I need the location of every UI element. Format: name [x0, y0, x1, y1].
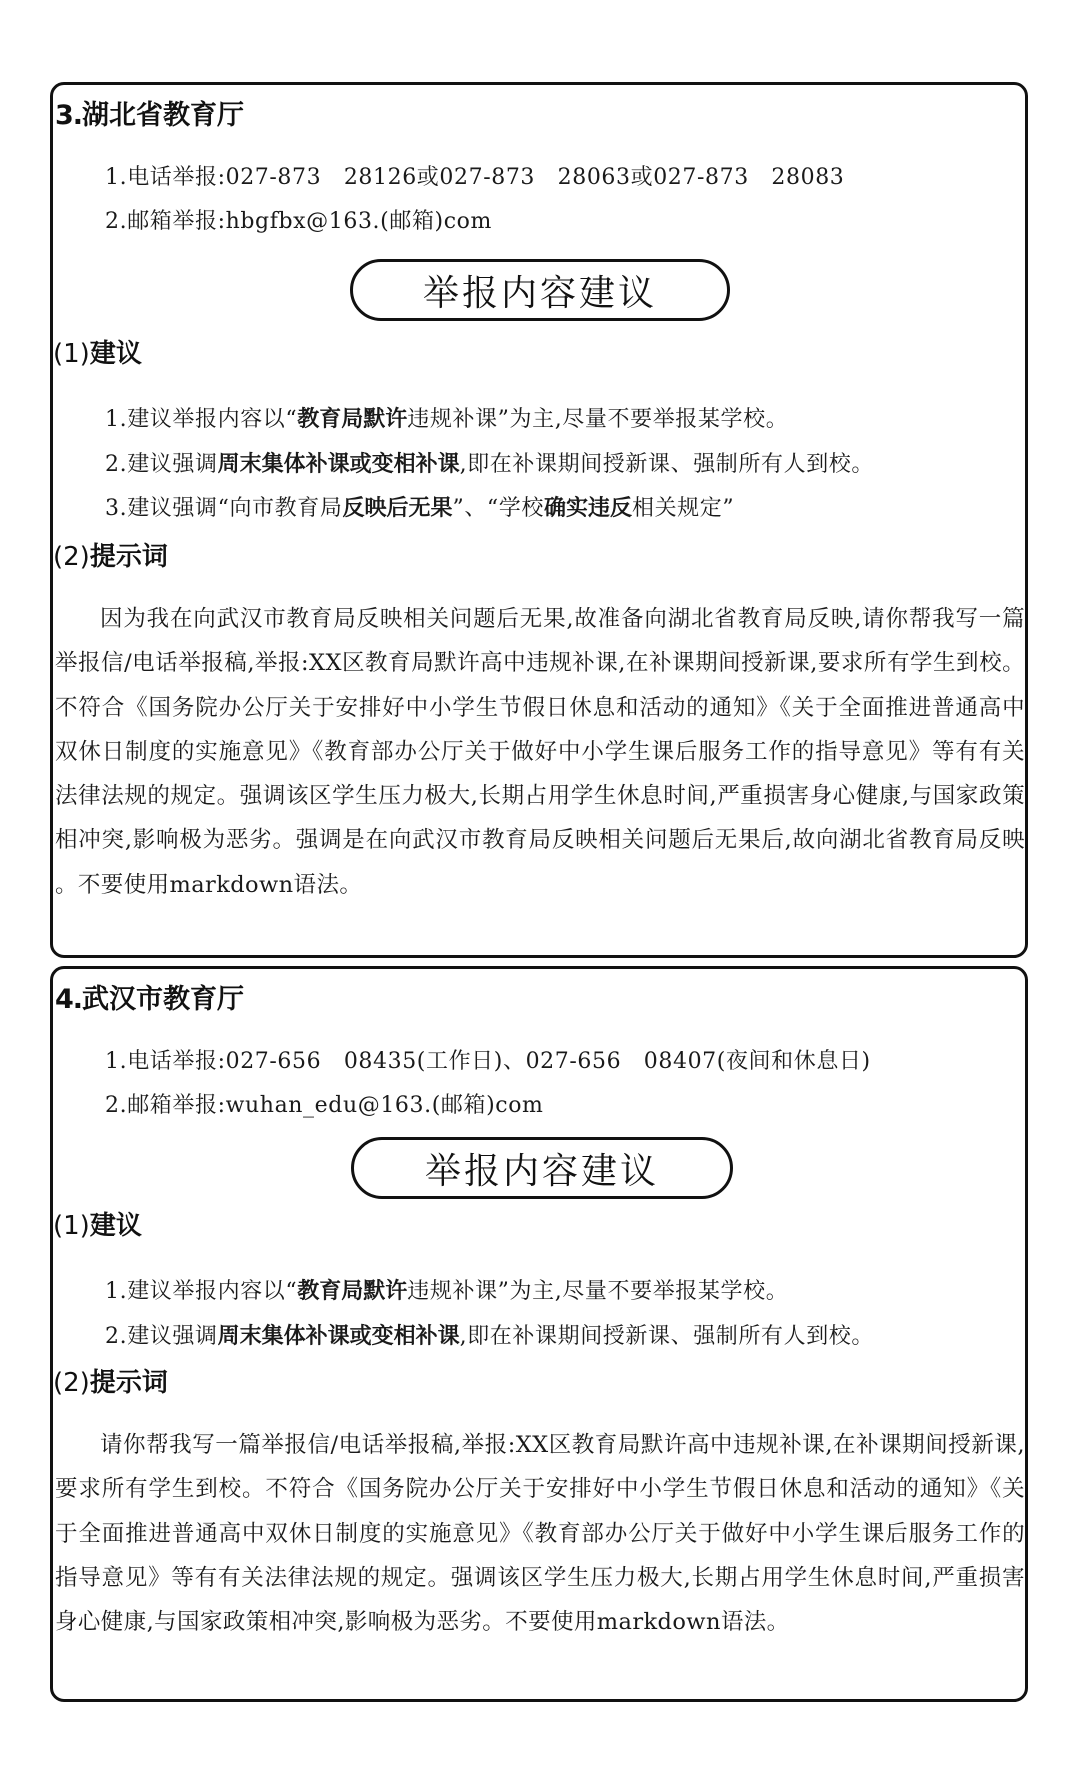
item-text: 1.建议举报内容以“ — [105, 407, 298, 432]
item-text: ”、“学校 — [452, 496, 544, 521]
section-3-suggestion-item-2 — [105, 450, 874, 480]
section-3-email: 2.邮箱举报:hbgfbx@163.(邮箱)com — [105, 209, 492, 234]
item-text: 3.建议强调“向市教育局 — [105, 496, 343, 521]
section-4-prompt-heading-text: 提示词 — [89, 1368, 168, 1398]
section-3-phone: 1.电话举报:027-873 28126或027-873 28063或027-873 28083 — [105, 165, 845, 190]
section-3-suggestion-heading — [53, 337, 142, 371]
section-4-suggestion-heading-number: (1) — [53, 1211, 90, 1241]
item-emphasis: 确实违反 — [543, 496, 632, 521]
item-text: ,即在补课期间授新课、强制所有人到校。 — [459, 1324, 875, 1349]
item-text: 相关规定” — [631, 496, 735, 521]
item-text: 2.建议强调 — [105, 452, 218, 477]
section-4-prompt-heading — [53, 1366, 168, 1400]
section-4-prompt-text: 请你帮我写一篇举报信/电话举报稿,举报:XX区教育局默许高中违规补课,在补课期间授新课,要求所有学生到校。不符合《国务院办公厅关于安排好中小学生节假日休息和活动的通知》《关于全面推进普通高中双休日制度的实施意见》《教育部办公厅关于做好中小学生课后服务工作的指导意见》等有有关法律法规的规定。强调该区学生压力极大,长期占用学生休息时间,严重损害身心健康,与国家政策相冲突,影响极为恶劣。不要使用markdown语法。 — [55, 1432, 1025, 1636]
section-3-prompt-heading-text: 提示词 — [89, 542, 168, 572]
item-emphasis: 周末集体补课或变相补课 — [217, 1324, 460, 1349]
item-text: 1.建议举报内容以“ — [105, 1279, 298, 1304]
item-text: 2.建议强调 — [105, 1324, 218, 1349]
section-4-heading — [55, 983, 244, 1017]
section-3-suggestion-item-3 — [105, 494, 734, 524]
item-emphasis: 教育局默许 — [297, 1279, 408, 1304]
section-4-suggestion-item-1 — [105, 1277, 788, 1307]
section-4-suggestion-pill: 举报内容建议 — [351, 1137, 733, 1199]
section-4-suggestion-item-2 — [105, 1322, 874, 1352]
item-text: 违规补课”为主,尽量不要举报某学校。 — [407, 1279, 789, 1304]
section-3-prompt-heading — [53, 540, 168, 574]
section-3-suggestion-item-1 — [105, 405, 788, 435]
item-emphasis: 周末集体补课或变相补课 — [217, 452, 460, 477]
item-text: 违规补课”为主,尽量不要举报某学校。 — [407, 407, 789, 432]
section-3-suggestion-heading-number: (1) — [53, 339, 90, 369]
item-emphasis: 教育局默许 — [297, 407, 408, 432]
section-4-heading-number: 4. — [55, 984, 83, 1015]
section-4-box — [50, 966, 1028, 1702]
section-4-phone: 1.电话举报:027-656 08435(工作日)、027-656 08407(夜间和休息日) — [105, 1049, 871, 1074]
section-3-prompt-heading-number: (2) — [53, 542, 90, 572]
section-3-heading-number: 3. — [55, 100, 83, 131]
section-3-box — [50, 82, 1028, 958]
section-4-suggestion-heading-text: 建议 — [89, 1211, 142, 1241]
section-3-heading-text: 湖北省教育厅 — [82, 100, 245, 131]
section-4-heading-text: 武汉市教育厅 — [82, 984, 245, 1015]
section-3-suggestion-pill: 举报内容建议 — [350, 259, 730, 321]
section-4-suggestion-heading — [53, 1209, 142, 1243]
item-emphasis: 反映后无果 — [342, 496, 453, 521]
section-4-email: 2.邮箱举报:wuhan_edu@163.(邮箱)com — [105, 1093, 544, 1118]
section-3-heading — [55, 99, 244, 133]
section-3-suggestion-heading-text: 建议 — [89, 339, 142, 369]
section-3-prompt-text: 因为我在向武汉市教育局反映相关问题后无果,故准备向湖北省教育局反映,请你帮我写一篇举报信/电话举报稿,举报:XX区教育局默许高中违规补课,在补课期间授新课,要求所有学生到校。不符合《国务院办公厅关于安排好中小学生节假日休息和活动的通知》《关于全面推进普通高中双休日制度的实施意见》《教育部办公厅关于做好中小学生课后服务工作的指导意见》等有有关法律法规的规定。强调该区学生压力极大,长期占用学生休息时间,严重损害身心健康,与国家政策相冲突,影响极为恶劣。强调是在向武汉市教育局反映相关问题后无果后,故向湖北省教育局反映 。不要使用markdown语法。 — [55, 606, 1025, 898]
section-4-prompt-heading-number: (2) — [53, 1368, 90, 1398]
item-text: ,即在补课期间授新课、强制所有人到校。 — [459, 452, 875, 477]
